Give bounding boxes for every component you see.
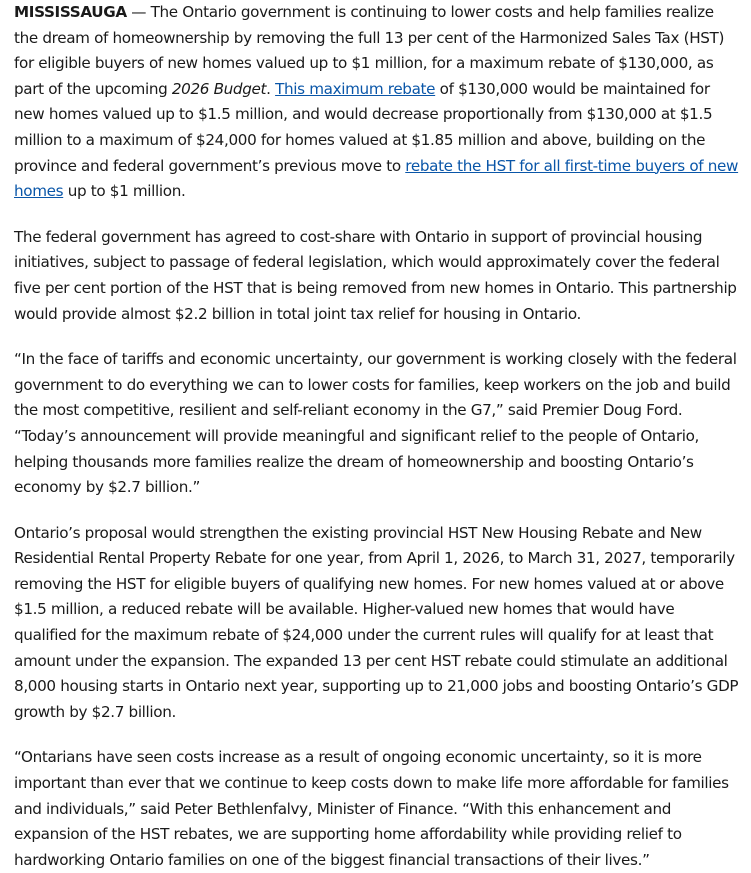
paragraph-1-end: up to $1 million. bbox=[63, 182, 186, 201]
article-paragraph-1 bbox=[14, 0, 741, 205]
paragraph-1-lead: — The Ontario government is continuing to lower costs and help families realize the dream of homeownership by removing the full 13 per cent of the Harmonized Sales Tax (HST) for eligible buyers of new homes valued up to $1 million, for a maximum rebate of $130,000, as part of the upcoming bbox=[14, 3, 725, 98]
article-paragraph-4: Ontario’s proposal would strengthen the existing provincial HST New Housing Rebate and New Residential Rental Property Rebate for one year, from April 1, 2026, to March 31, 2027, temporarily removing the HST for eligible buyers of qualifying new homes. For new homes valued at or above $1.5 million, a reduced rebate will be available. Higher-valued new homes that would have qualified for the maximum rebate of $24,000 under the current rules will qualify for at least that amount under the expansion. The expanded 13 per cent HST rebate could stimulate an additional 8,000 housing starts in Ontario next year, supporting up to 21,000 jobs and boosting Ontario’s GDP growth by $2.7 billion. bbox=[14, 523, 739, 721]
budget-reference: 2026 Budget bbox=[171, 79, 267, 98]
article-paragraph-2: The federal government has agreed to cost-share with Ontario in support of provincial housing initiatives, subject to passage of federal legislation, which would approximately cover the federal five per cent portion of the HST that is being removed from new homes in Ontario. This partnership would provide almost $2.2 billion in total joint tax relief for housing in Ontario. bbox=[14, 227, 737, 323]
maximum-rebate-link[interactable]: This maximum rebate bbox=[275, 79, 436, 98]
article-paragraph-5-quote-minister: “Ontarians have seen costs increase as a result of ongoing economic uncertainty, so it is more important than ever that we continue to keep costs down to make life more affordable for families and individuals,” said Peter Bethlenfalvy, Minister of Finance. “With this enhancement and expansion of the HST rebates, we are supporting home affordability while providing relief to hardworking Ontario families on one of the biggest financial transactions of their lives.” bbox=[14, 748, 729, 869]
paragraph-1-middle: of $130,000 would be maintained for new homes valued up to $1.5 million, and would decrease proportionally from $130,000 at $1.5 million to a maximum of $24,000 for homes valued at $1.85 million and above, building on the province and federal government’s previous move to bbox=[14, 79, 713, 175]
dateline: MISSISSAUGA bbox=[14, 3, 127, 21]
first-time-buyers-rebate-link[interactable]: rebate the HST for all first-time buyers of new homes bbox=[14, 156, 739, 201]
article-paragraph-3-quote-premier: “In the face of tariffs and economic uncertainty, our government is working closely with the federal government to do everything we can to lower costs for families, keep workers on the job and build the most competitive, resilient and self-reliant economy in the G7,” said Premier Doug Ford. “Today’s announcement will provide meaningful and significant relief to the people of Ontario, helping thousands more families realize the dream of homeownership and boosting Ontario’s economy by $2.7 billion.” bbox=[14, 350, 737, 497]
paragraph-1-after-budget: . bbox=[266, 79, 276, 98]
